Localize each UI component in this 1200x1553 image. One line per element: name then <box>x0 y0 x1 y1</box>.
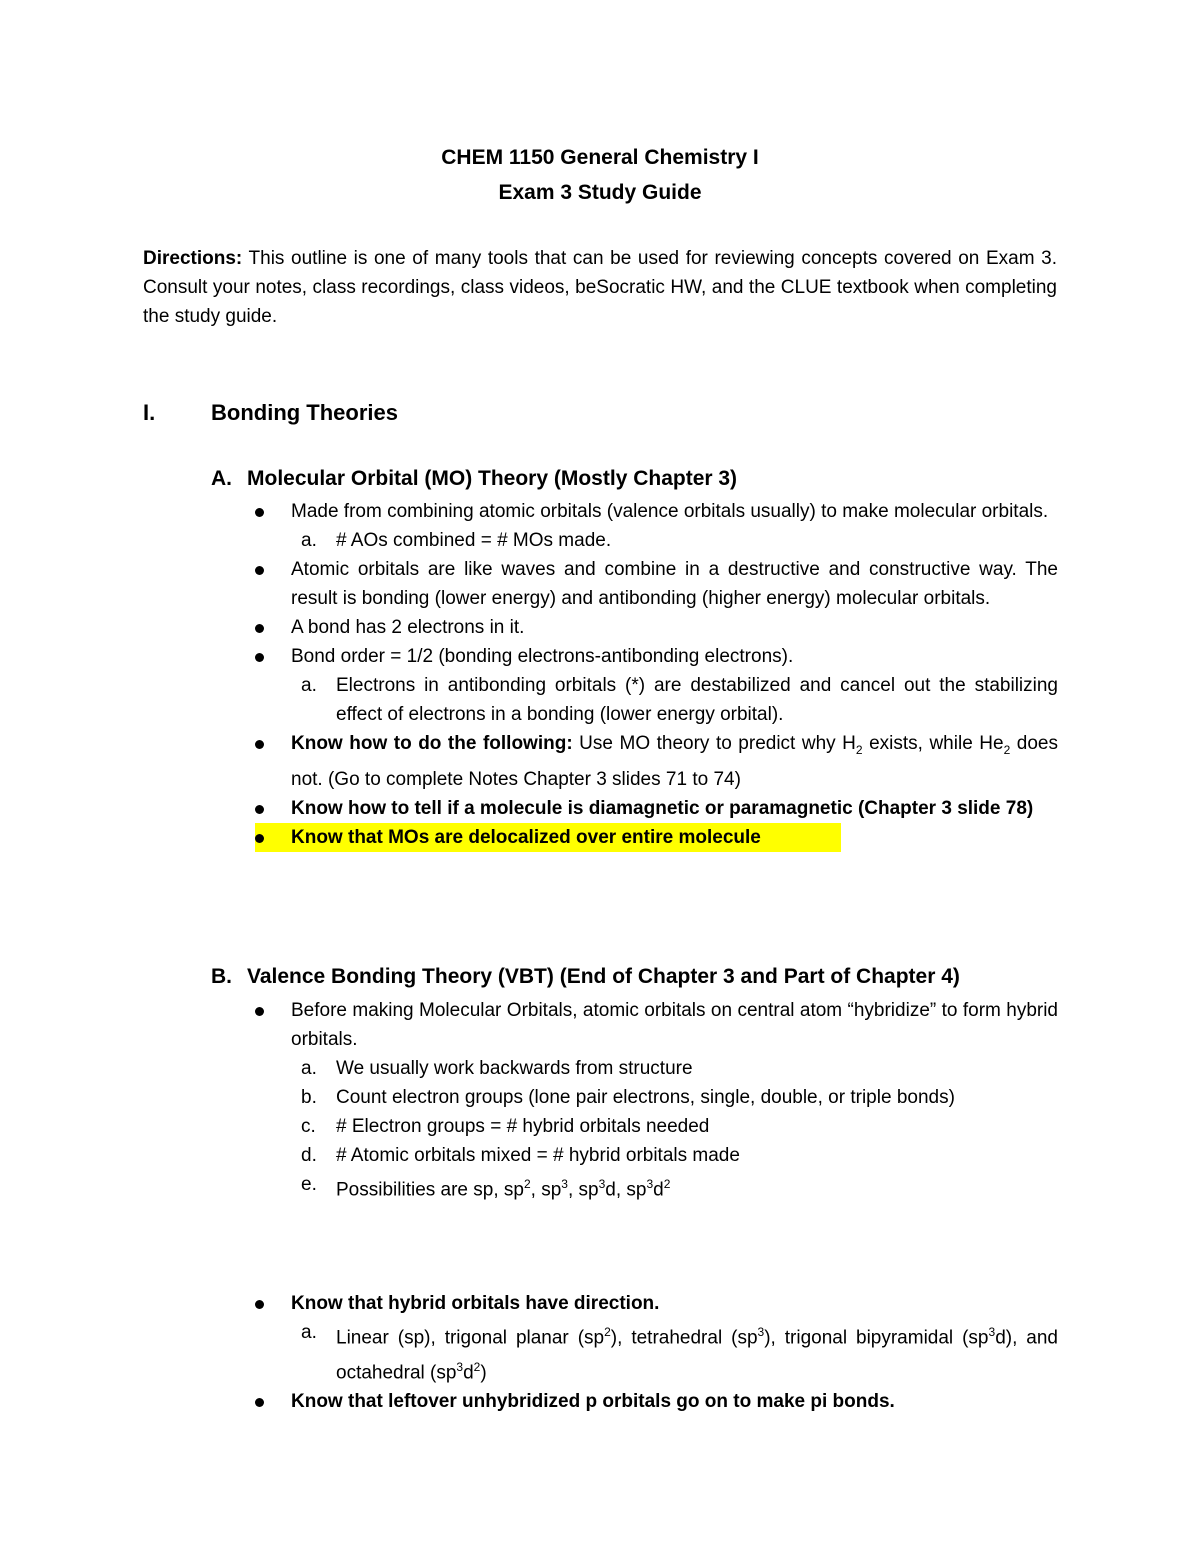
superscript: 2 <box>523 1177 531 1191</box>
superscript: 3 <box>561 1177 568 1191</box>
list-item-text: Before making Molecular Orbitals, atomic orbitals on central atom “hybridize” to form hybrid orbitals. <box>291 1000 1058 1050</box>
highlight-mark <box>255 823 841 852</box>
sub-list-letter: a. <box>301 1322 317 1344</box>
sub-list-text: d, sp <box>605 1179 647 1201</box>
sub-list-text: , sp <box>530 1179 562 1201</box>
sub-list-text: ), tetrahedral (sp <box>610 1327 758 1349</box>
sub-list-letter: e. <box>301 1174 317 1195</box>
list-item-text: Atomic orbitals are like waves and combine in a destructive and constructive way. The result is bonding (lower energy) and antibonding (higher energy) molecular orbitals. <box>291 559 1058 609</box>
document-title: Exam 3 Study Guide <box>498 181 702 204</box>
sub-list-text: Possibilities are sp, sp <box>336 1179 524 1201</box>
sub-list-text: # Electron groups = # hybrid orbitals needed <box>336 1116 710 1137</box>
directions-text: This outline is one of many tools that can be used for reviewing concepts covered on Exam 3. Consult your notes, class recordings, class videos, beSocratic HW, and the CLUE textbook when completing the study guide. <box>143 248 1057 327</box>
superscript: 2 <box>604 1325 611 1340</box>
sub-list-text: Electrons in antibonding orbitals (*) are destabilized and cancel out the stabilizing effect of electrons in a bonding (lower energy orbital). <box>336 675 1058 725</box>
subscript: 2 <box>855 742 863 757</box>
list-item <box>255 613 1058 642</box>
sub-list-item <box>291 1170 1058 1204</box>
sub-list-text: , sp <box>567 1179 599 1201</box>
list-item-text: Made from combining atomic orbitals (valence orbitals usually) to make molecular orbitals. <box>291 501 1049 522</box>
bullet-icon <box>255 1289 264 1318</box>
sub-list-letter: c. <box>301 1116 316 1137</box>
sub-list-text: Count electron groups (lone pair electrons, single, double, or triple bonds) <box>336 1087 955 1108</box>
subsection-a-heading <box>211 467 737 491</box>
superscript: 3 <box>456 1359 464 1374</box>
list-item <box>255 729 1058 794</box>
list-item <box>255 996 1058 1054</box>
superscript: 3 <box>598 1177 606 1191</box>
directions-paragraph <box>143 244 1057 331</box>
sub-list-item <box>291 526 1058 555</box>
subsection-title: Valence Bonding Theory (VBT) (End of Chapter 3 and Part of Chapter 4) <box>247 965 960 988</box>
subsection-letter: A. <box>211 467 232 490</box>
superscript: 3 <box>646 1177 654 1191</box>
sub-list-text: ) <box>480 1361 487 1383</box>
list-item <box>255 555 1058 613</box>
subscript: 2 <box>1003 742 1011 757</box>
list-item-text: A bond has 2 electrons in it. <box>291 617 525 638</box>
list-item <box>255 794 1058 823</box>
list-item-text: Know how to tell if a molecule is diamagnetic or paramagnetic (Chapter 3 slide 78) <box>291 797 1034 819</box>
subsection-a-list <box>255 497 1058 852</box>
highlighted-list-item <box>255 823 1058 852</box>
list-item-text: Know that MOs are delocalized over entire molecule <box>291 826 761 848</box>
course-title: CHEM 1150 General Chemistry I <box>441 146 759 169</box>
bullet-icon <box>255 497 264 526</box>
list-item <box>255 497 1058 526</box>
sub-list-text: ), trigonal bipyramidal (sp <box>764 1327 989 1349</box>
sub-list-letter: a. <box>301 1058 317 1079</box>
superscript: 2 <box>473 1359 481 1374</box>
list-item-bold-text: Know how to do the following: <box>291 733 573 754</box>
sub-list-item <box>291 1318 1058 1387</box>
section-title: Bonding Theories <box>211 400 398 425</box>
bullet-icon <box>255 823 264 852</box>
list-item-text: Bond order = 1/2 (bonding electrons-antibonding electrons). <box>291 646 794 667</box>
list-item-text: does not. (Go to complete Notes Chapter 3 slides 71 to 74) <box>291 733 1058 790</box>
bullet-icon <box>255 729 264 758</box>
superscript: 3 <box>988 1325 996 1340</box>
sub-list-item <box>291 671 1058 729</box>
list-item <box>255 1387 1058 1416</box>
sub-list-text: d <box>653 1179 664 1201</box>
list-item-text: Use MO theory to predict why H <box>572 733 856 754</box>
sub-list-text: Linear (sp), trigonal planar (sp <box>336 1327 605 1349</box>
subsection-b-heading <box>211 965 960 989</box>
sub-list-letter: a. <box>301 530 317 551</box>
list-item <box>255 1289 1058 1318</box>
sub-list-text: # AOs combined = # MOs made. <box>336 530 612 551</box>
superscript: 3 <box>757 1325 765 1340</box>
bullet-icon <box>255 613 264 642</box>
sub-list-item <box>291 1083 1058 1112</box>
sub-list-text: d <box>463 1361 474 1383</box>
sub-list-text: d), and octahedral (sp <box>336 1327 1058 1383</box>
directions-label: Directions: <box>143 248 243 269</box>
sub-list-text: We usually work backwards from structure <box>336 1058 693 1079</box>
list-item-text: Know that hybrid orbitals have direction. <box>291 1293 660 1315</box>
sub-list-item <box>291 1112 1058 1141</box>
list-item-text: exists, while He <box>862 733 1004 754</box>
sub-list-letter: d. <box>301 1145 317 1166</box>
list-item <box>255 642 1058 671</box>
sub-list-text: # Atomic orbitals mixed = # hybrid orbitals made <box>336 1145 740 1166</box>
sub-list-item <box>291 1054 1058 1083</box>
sub-list-letter: a. <box>301 675 317 696</box>
subsection-letter: B. <box>211 965 232 988</box>
superscript: 2 <box>663 1177 671 1191</box>
list-item-text: Know that leftover unhybridized p orbitals go on to make pi bonds. <box>291 1390 895 1412</box>
bullet-icon <box>255 1387 264 1416</box>
sub-list-item <box>291 1141 1058 1170</box>
subsection-title: Molecular Orbital (MO) Theory (Mostly Chapter 3) <box>247 467 738 490</box>
subsection-b-list <box>255 996 1058 1416</box>
bullet-icon <box>255 996 264 1025</box>
bullet-icon <box>255 555 264 584</box>
section-number: I. <box>143 400 156 425</box>
bullet-icon <box>255 642 264 671</box>
sub-list-letter: b. <box>301 1087 317 1108</box>
bullet-icon <box>255 794 264 823</box>
